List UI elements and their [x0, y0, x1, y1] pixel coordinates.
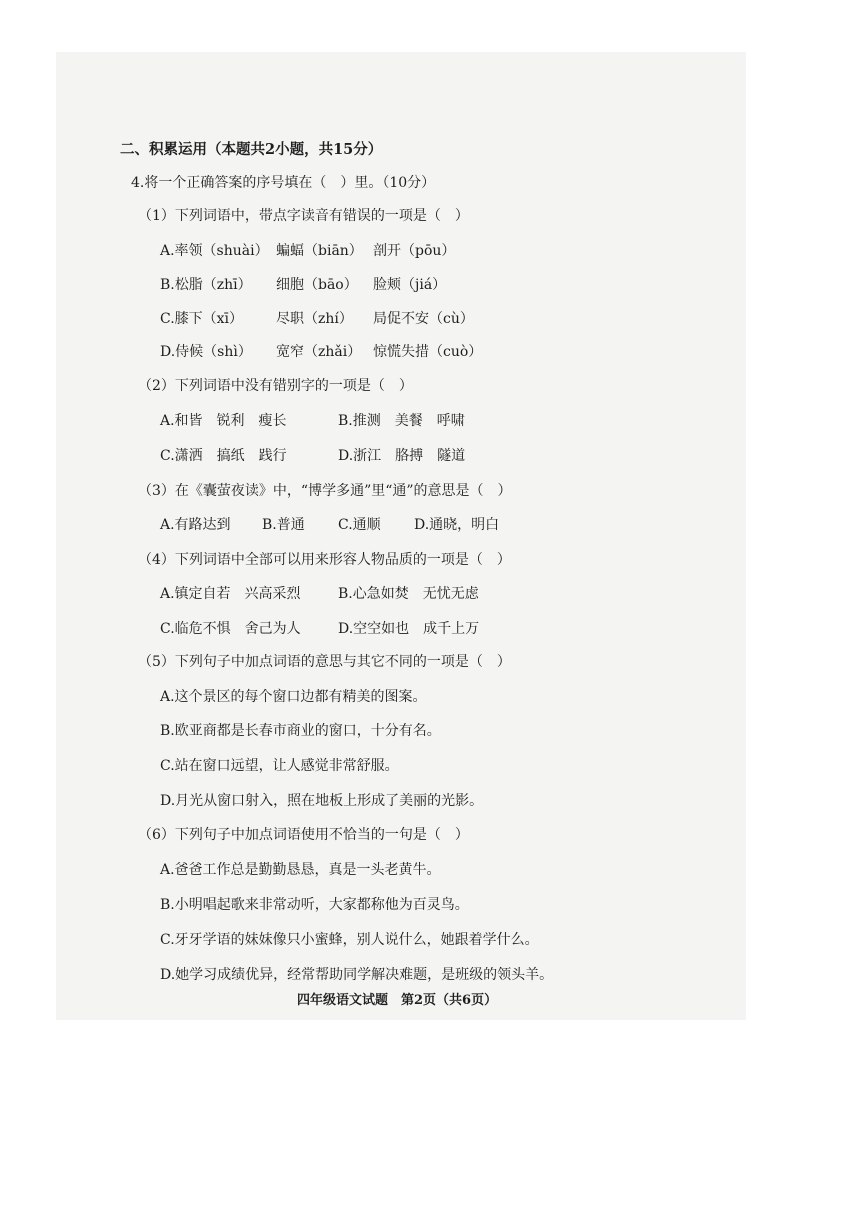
option: D.浙江 胳搏 隧道 [338, 448, 466, 464]
option: 局促不安（cù） [373, 311, 474, 327]
option: D.她学习成绩优异，经常帮助同学解决难题，是班级的领头羊。 [160, 967, 554, 983]
item-3-prompt: （3）在《囊萤夜读》中，“博学多通”里“通”的意思是（ ） [138, 483, 512, 499]
option: C.临危不惧 舍己为人 [160, 621, 301, 637]
option: B.小明唱起歌来非常动听，大家都称他为百灵鸟。 [160, 897, 469, 913]
option: 剖开（pōu） [373, 243, 456, 259]
option: 惊慌失措（cuò） [373, 344, 483, 360]
option: D.侍候（shì） [160, 344, 252, 360]
option: A.率领（shuài） [160, 243, 269, 259]
option: A.爸爸工作总是勤勤恳恳，真是一头老黄牛。 [160, 862, 441, 878]
option: A.有路达到 [160, 517, 231, 533]
option: 细胞（bāo） [276, 277, 358, 293]
option: 尽职（zhí） [276, 311, 353, 327]
option: D.空空如也 成千上万 [338, 621, 480, 637]
option: D.月光从窗口射入，照在地板上形成了美丽的光影。 [160, 793, 484, 809]
option: 脸颊（jiá） [373, 277, 447, 293]
option: D.通晓，明白 [414, 517, 500, 533]
option: B.普通 [262, 517, 305, 533]
option: 宽窄（zhǎi） [276, 344, 362, 360]
option: B.欧亚商都是长春市商业的窗口，十分有名。 [160, 723, 441, 739]
item-5-prompt: （5）下列句子中加点词语的意思与其它不同的一项是（ ） [138, 654, 511, 670]
option: C.牙牙学语的妹妹像只小蜜蜂，别人说什么，她跟着学什么。 [160, 932, 539, 948]
option: C.膝下（xī） [160, 311, 244, 327]
option: A.镇定自若 兴高采烈 [160, 586, 301, 602]
option: 蝙蝠（biān） [276, 243, 363, 259]
option: C.站在窗口远望，让人感觉非常舒服。 [160, 758, 399, 774]
item-2-prompt: （2）下列词语中没有错别字的一项是（ ） [138, 378, 413, 394]
option: A.和皆 锐利 瘦长 [160, 413, 287, 429]
option: C.潇洒 搞纸 践行 [160, 448, 287, 464]
option: B.松脂（zhī） [160, 277, 252, 293]
option: A.这个景区的每个窗口边都有精美的图案。 [160, 689, 427, 705]
question-stem: 4.将一个正确答案的序号填在（ ）里。（10分） [131, 175, 436, 191]
option: B.推测 美餐 呼啸 [338, 413, 465, 429]
section-title: 二、积累运用（本题共2小题，共15分） [120, 141, 383, 158]
item-4-prompt: （4）下列词语中全部可以用来形容人物品质的一项是（ ） [138, 552, 511, 568]
item-1-prompt: （1）下列词语中，带点字读音有错误的一项是（ ） [138, 208, 469, 224]
item-6-prompt: （6）下列句子中加点词语使用不恰当的一句是（ ） [138, 827, 469, 843]
page-footer: 四年级语文试题 第2页（共6页） [297, 993, 498, 1008]
option: C.通顺 [338, 517, 381, 533]
option: B.心急如焚 无忧无虑 [338, 586, 479, 602]
